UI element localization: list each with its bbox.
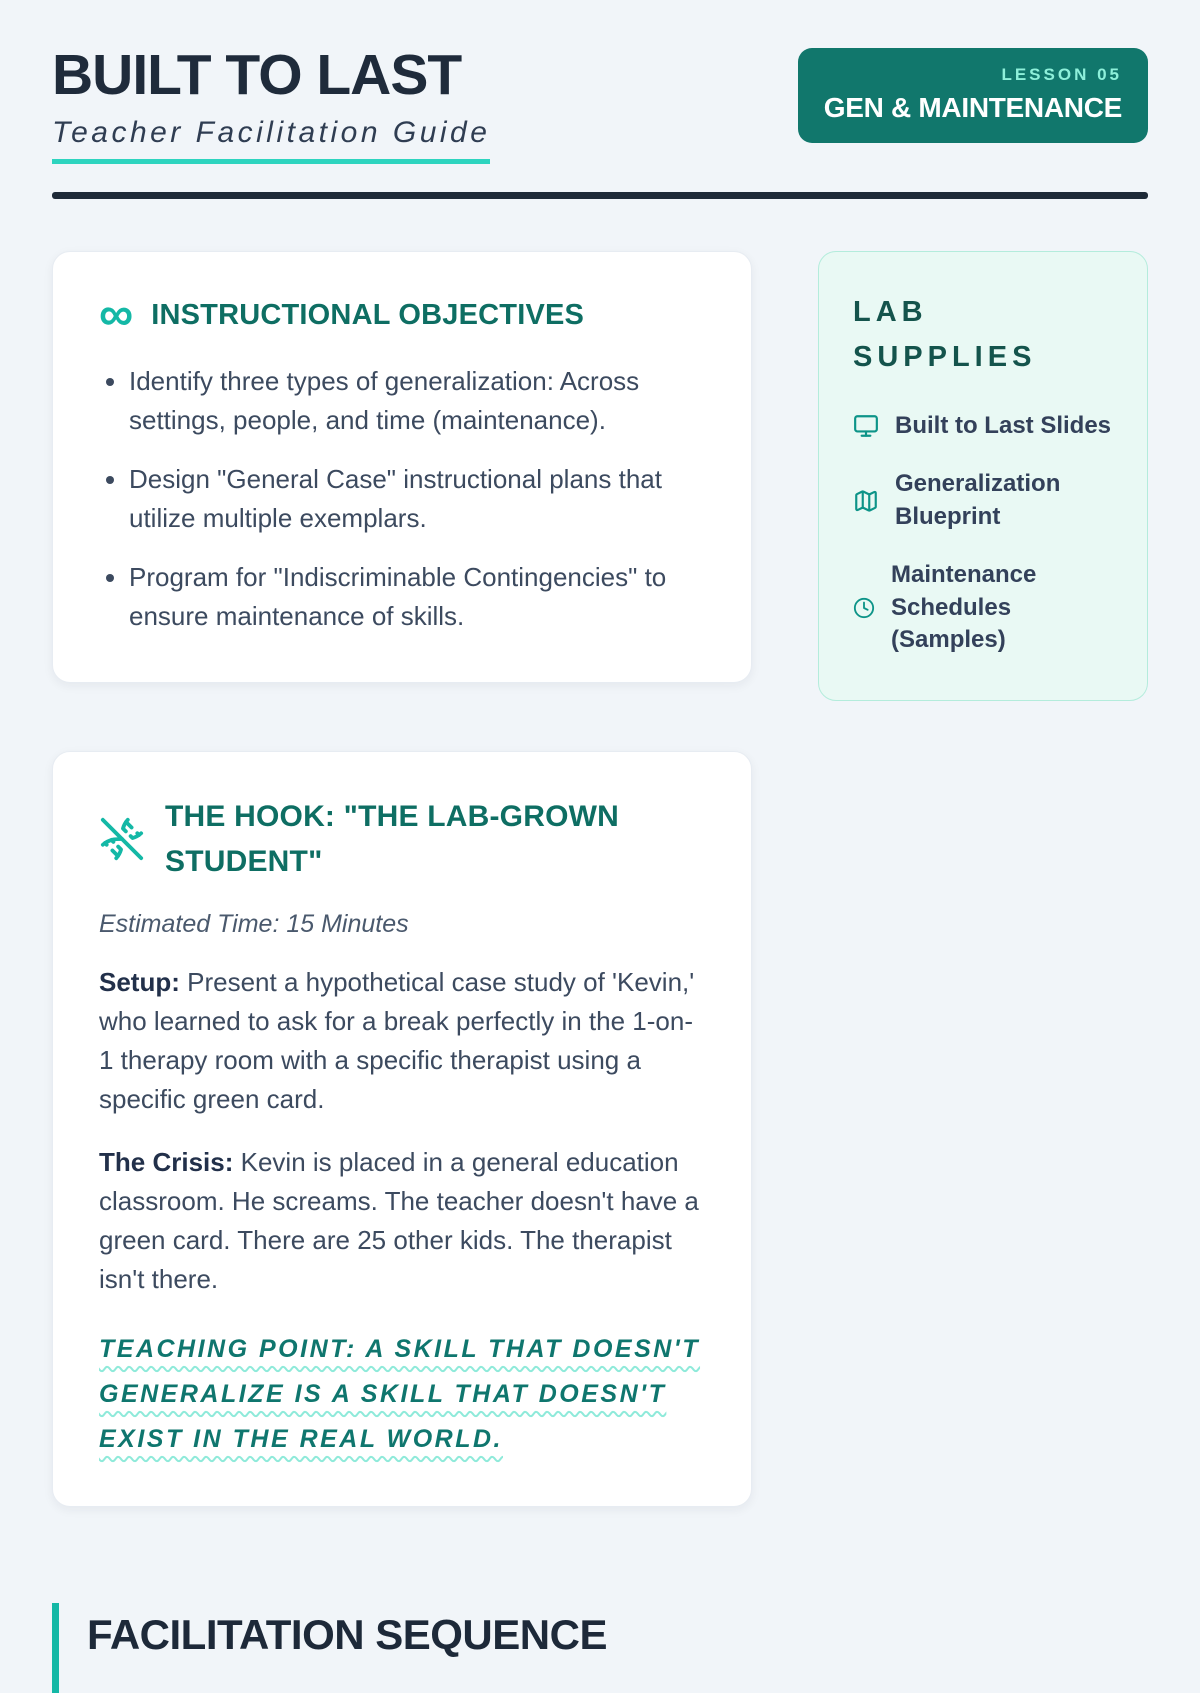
supply-label: Generalization Blueprint xyxy=(895,470,1061,530)
objective-item: • Program for "Indiscriminable Contingencies" to ensure maintenance of skills. xyxy=(129,558,705,636)
header xyxy=(52,43,1148,164)
crisis-paragraph xyxy=(99,1143,705,1299)
objective-item: • Identify three types of generalization: Across settings, people, and time (maintenance). xyxy=(129,362,705,440)
setup-text: Present a hypothetical case study of 'Kevin,' who learned to ask for a break perfectly in the 1-on-1 therapy room with a specific therapist using a specific green card. xyxy=(99,967,695,1115)
lesson-number: LESSON 05 xyxy=(1001,65,1122,84)
supply-label: Maintenance Schedules (Samples) xyxy=(891,561,1037,653)
dna-icon xyxy=(99,816,145,862)
lab-supplies-card xyxy=(818,251,1148,701)
setup-label: Setup: xyxy=(99,967,180,998)
facilitation-sequence-section xyxy=(52,1603,1148,1693)
lesson-badge xyxy=(798,48,1148,143)
hook-title: THE HOOK: "THE LAB-GROWN STUDENT" xyxy=(165,800,619,879)
title-block xyxy=(52,43,491,164)
content-grid xyxy=(52,251,1148,1507)
setup-paragraph xyxy=(99,963,705,1119)
clock-icon xyxy=(853,597,875,619)
page-title: BUILT TO LAST xyxy=(52,43,462,107)
facilitation-sequence-title: FACILITATION SEQUENCE xyxy=(87,1611,607,1659)
lab-supplies-list xyxy=(853,410,1113,656)
header-divider xyxy=(52,192,1148,199)
hook-card-header xyxy=(99,794,705,884)
hook-card xyxy=(52,751,752,1507)
teaching-point: TEACHING POINT: A SKILL THAT DOESN'T GENERALIZE IS A SKILL THAT DOESN'T EXIST IN THE REAL WORLD. xyxy=(99,1335,701,1454)
crisis-label: The Crisis: xyxy=(99,1147,234,1178)
page-subtitle: Teacher Facilitation Guide xyxy=(52,116,490,164)
objectives-title: INSTRUCTIONAL OBJECTIVES xyxy=(151,299,585,332)
lesson-name: GEN & MAINTENANCE xyxy=(823,92,1122,123)
list-item xyxy=(853,559,1113,656)
list-item xyxy=(853,410,1113,442)
objectives-card xyxy=(52,251,752,683)
infinity-icon: ∞ xyxy=(99,288,134,342)
map-icon xyxy=(853,488,879,514)
list-item xyxy=(853,468,1113,533)
crisis-text: Kevin is placed in a general education classroom. He screams. The teacher doesn't have a green card. There are 25 other kids. The therapist isn't there. xyxy=(99,1147,699,1295)
objectives-card-header xyxy=(99,288,705,342)
objectives-list xyxy=(99,362,705,636)
supply-label: Built to Last Slides xyxy=(895,412,1112,439)
lab-supplies-title: LAB SUPPLIES xyxy=(853,296,1037,374)
objective-item: • Design "General Case" instructional plans that utilize multiple exemplars. xyxy=(129,460,705,538)
section-accent-bar xyxy=(52,1603,59,1693)
estimated-time: Estimated Time: 15 Minutes xyxy=(99,910,409,939)
monitor-icon xyxy=(853,413,879,439)
